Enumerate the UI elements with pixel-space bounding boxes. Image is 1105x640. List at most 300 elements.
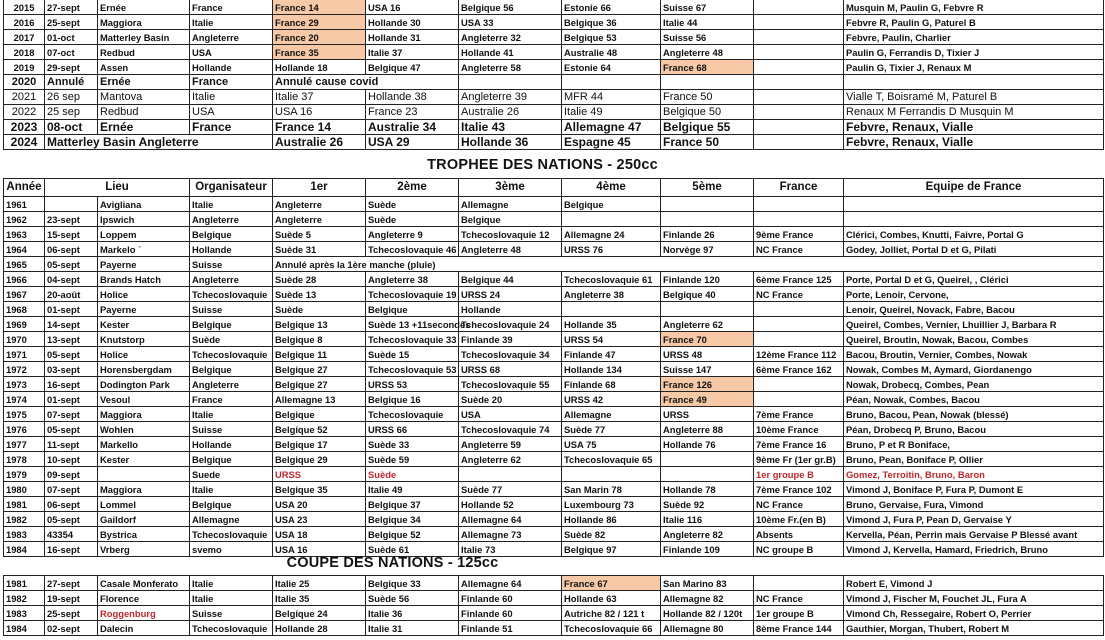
place-1-cell: Belgique 11 [273,347,366,362]
place-4-cell: Belgique 53 [562,30,661,45]
year-cell: 1981 [4,497,45,512]
place-4-cell [562,212,661,227]
place-3-cell: URSS 24 [459,287,562,302]
organisateur-cell: Belgique [190,317,273,332]
equipe-cell: Bruno, P et R Boniface, [844,437,1104,452]
place-3-cell: Italie 73 [459,542,562,557]
place-4-cell: Tchecoslovaquie 65 [562,452,661,467]
table-250cc [3,178,1104,557]
table-row [4,437,1104,452]
place-3-cell [459,467,562,482]
place-3-cell: Belgique [459,212,562,227]
lieu-cell: Kester [98,452,190,467]
lieu-cell: Maggiora [98,407,190,422]
place-2-cell: Suède 13 +11secondes [366,317,459,332]
table-2015-2024 [3,0,1104,150]
equipe-cell: Vimond J, Boniface P, Fura P, Dumont E [844,482,1104,497]
france-cell [754,0,844,15]
place-1-cell: USA 18 [273,527,366,542]
place-2-cell: Italie 49 [366,482,459,497]
equipe-cell: Febvre R, Paulin G, Paturel B [844,15,1104,30]
date-cell: 07-sept [45,482,98,497]
year-cell: 1963 [4,227,45,242]
year-cell: 1962 [4,212,45,227]
lieu-cell: Holice [98,287,190,302]
place-2-cell: Suède 61 [366,542,459,557]
date-cell: 05-sept [45,422,98,437]
organisateur-cell: Tchecoslovaquie [190,621,273,636]
date-cell: 04-sept [45,272,98,287]
organisateur-cell: Tchecoslovaquie [190,347,273,362]
organisateur-cell: Hollande [190,242,273,257]
table-row [4,105,1104,120]
place-1-cell: Suède 28 [273,272,366,287]
place-2-cell: Belgique 47 [366,60,459,75]
organisateur-cell: Suisse [190,302,273,317]
table-row [4,227,1104,242]
place-3-cell: Finlande 51 [459,621,562,636]
lieu-cell: Matterley Basin [98,30,190,45]
place-1-cell: Belgique [273,407,366,422]
header-1er: 1er [273,179,366,197]
date-cell: 43354 [45,527,98,542]
date-cell: 29-sept [45,60,98,75]
equipe-cell: Bruno, Pean, Boniface P, Ollier [844,452,1104,467]
place-3-cell: Hollande 41 [459,45,562,60]
france-cell: 10ème Fr.(en B) [754,512,844,527]
organisateur-cell: France [190,120,273,135]
place-3-cell: Tchecoslovaquie 24 [459,317,562,332]
equipe-cell: Godey, Jolliet, Portal D et G, Pilati [844,242,1104,257]
place-4-cell: Tchecoslovaquie 61 [562,272,661,287]
year-cell: 1983 [4,527,45,542]
place-1-cell: Belgique 27 [273,362,366,377]
equipe-cell: Nowak, Drobecq, Combes, Pean [844,377,1104,392]
year-cell: 1969 [4,317,45,332]
title-125cc: COUPE DES NATIONS - 125cc [286,555,499,571]
year-cell: 1977 [4,437,45,452]
place-1-cell: Hollande 18 [273,60,366,75]
place-2-cell: Tchecoslovaquie 46 [366,242,459,257]
table-row [4,591,1104,606]
france-cell: Absents [754,527,844,542]
organisateur-cell: Italie [190,15,273,30]
place-5-cell: Suisse 147 [661,362,754,377]
date-cell: 08-oct [45,120,98,135]
table-row [4,90,1104,105]
equipe-cell: Porte, Portal D et G, Queirel, , Clérici [844,272,1104,287]
date-cell [45,197,98,212]
date-cell: 25 sep [45,105,98,120]
organisateur-cell: Italie [190,407,273,422]
place-4-cell: Espagne 45 [562,135,661,150]
france-cell: NC France [754,591,844,606]
place-2-cell: Suède 59 [366,452,459,467]
france-cell: NC France [754,287,844,302]
organisateur-cell: Angleterre [190,377,273,392]
place-3-cell: Tchecoslovaquie 12 [459,227,562,242]
year-cell: 1984 [4,621,45,636]
equipe-cell: Gomez, Terroitin, Bruno, Baron [844,467,1104,482]
organisateur-cell: Suisse [190,422,273,437]
equipe-cell: Vimond J, Fura P, Pean D, Gervaise Y [844,512,1104,527]
place-1-cell: Belgique 35 [273,482,366,497]
place-4-cell: Allemagne 47 [562,120,661,135]
place-4-cell: URSS 54 [562,332,661,347]
place-2-cell: Suède 56 [366,591,459,606]
equipe-cell: Péan, Nowak, Combes, Bacou [844,392,1104,407]
table-row [4,272,1104,287]
place-2-cell: Belgique 52 [366,527,459,542]
year-cell: 2023 [4,120,45,135]
place-1-cell: Belgique 24 [273,606,366,621]
place-4-cell: Finlande 47 [562,347,661,362]
header-5eme: 5ème [661,179,754,197]
lieu-cell: Ipswich [98,212,190,227]
place-5-cell [661,212,754,227]
place-5-cell: France 50 [661,135,754,150]
year-cell: 1966 [4,272,45,287]
lieu-cell [98,467,190,482]
place-2-cell: Italie 36 [366,606,459,621]
place-5-cell: Finlande 120 [661,272,754,287]
place-5-cell [661,452,754,467]
place-5-cell: Hollande 78 [661,482,754,497]
lieu-cell: Payerne [98,302,190,317]
place-2-cell: URSS 66 [366,422,459,437]
year-cell: 1975 [4,407,45,422]
table-row [4,377,1104,392]
lieu-cell: Florence [98,591,190,606]
place-3-cell: Angleterre 62 [459,452,562,467]
place-2-cell: France 23 [366,105,459,120]
year-cell: 1976 [4,422,45,437]
date-cell: 16-sept [45,542,98,557]
equipe-cell: Paulin G, Ferrandis D, Tixier J [844,45,1104,60]
place-1-cell: France 29 [273,15,366,30]
table-row [4,75,1104,90]
header-row [4,179,1104,197]
place-5-cell: Hollande 82 / 120t [661,606,754,621]
organisateur-cell: Suisse [190,606,273,621]
table-row [4,60,1104,75]
place-1-cell: Suède 5 [273,227,366,242]
organisateur-cell: Italie [190,90,273,105]
france-cell [754,392,844,407]
organisateur-cell: Tchecoslovaquie [190,287,273,302]
place-2-cell: Tchecoslovaquie 33 [366,332,459,347]
place-4-cell: URSS 42 [562,392,661,407]
date-cell: 07-oct [45,45,98,60]
organisateur-cell: USA [190,105,273,120]
france-cell [754,45,844,60]
year-cell: 1982 [4,512,45,527]
france-cell: NC groupe B [754,542,844,557]
place-3-cell: URSS 68 [459,362,562,377]
empty-cell [459,75,562,90]
lieu-cell: Avigliana [98,197,190,212]
date-cell: 11-sept [45,437,98,452]
place-3-cell: Tchecoslovaquie 55 [459,377,562,392]
lieu-cell: Maggiora [98,482,190,497]
header-3eme: 3ème [459,179,562,197]
place-1-cell: Belgique 27 [273,377,366,392]
france-cell [754,135,844,150]
year-cell: 2020 [4,75,45,90]
place-4-cell: Allemagne [562,407,661,422]
place-4-cell [562,302,661,317]
place-4-cell: Angleterre 38 [562,287,661,302]
table-row [4,576,1104,591]
place-1-cell: Hollande 28 [273,621,366,636]
place-2-cell: Belgique [366,302,459,317]
year-cell: 2015 [4,0,45,15]
place-4-cell: Belgique 36 [562,15,661,30]
table-row [4,512,1104,527]
organisateur-cell: Belgique [190,497,273,512]
year-cell: 2016 [4,15,45,30]
table-row [4,0,1104,15]
organisateur-cell: Suede [190,467,273,482]
place-5-cell: Allemagne 80 [661,621,754,636]
lieu-cell: Assen [98,60,190,75]
place-5-cell: Norvège 97 [661,242,754,257]
place-3-cell: Allemagne [459,197,562,212]
place-5-cell: Italie 44 [661,15,754,30]
date-cell: 05-sept [45,512,98,527]
year-cell: 2017 [4,30,45,45]
table-row [4,242,1104,257]
lieu-cell: Redbud [98,45,190,60]
place-1-cell: Allemagne 13 [273,392,366,407]
place-3-cell: Suède 77 [459,482,562,497]
date-cell: 05-sept [45,347,98,362]
date-cell: 19-sept [45,591,98,606]
organisateur-cell: Allemagne [190,512,273,527]
lieu-cell: Lommel [98,497,190,512]
equipe-cell [844,197,1104,212]
france-cell [754,90,844,105]
lieu-cell: Redbud [98,105,190,120]
place-4-cell: France 67 [562,576,661,591]
place-4-cell: Tchecoslovaquie 66 [562,621,661,636]
place-5-cell: France 50 [661,90,754,105]
annule-cell: Annulé [45,75,98,90]
place-4-cell: Estonie 64 [562,60,661,75]
year-cell: 2018 [4,45,45,60]
lieu-cell: Matterley Basin Angleterre [45,135,273,150]
place-4-cell: Australie 48 [562,45,661,60]
equipe-cell: Renaux M Ferrandis D Musquin M [844,105,1104,120]
equipe-cell: Bruno, Bacou, Pean, Nowak (blessé) [844,407,1104,422]
organisateur-cell: USA [190,45,273,60]
table-row [4,135,1104,150]
lieu-cell: Casale Monferato [98,576,190,591]
equipe-cell: Queirel, Broutin, Nowak, Bacou, Combes [844,332,1104,347]
table-row [4,332,1104,347]
title-250cc: TROPHEE DES NATIONS - 250cc [427,157,658,173]
place-1-cell: Belgique 13 [273,317,366,332]
date-cell: 09-sept [45,467,98,482]
place-1-cell: Suède [273,302,366,317]
organisateur-cell: Suède [190,332,273,347]
empty-cell [754,75,844,90]
year-cell: 1978 [4,452,45,467]
place-4-cell: Estonie 66 [562,0,661,15]
lieu-cell: Ernée [98,75,190,90]
organisateur-cell: Italie [190,482,273,497]
lieu-cell: Holice [98,347,190,362]
lieu-cell: Horensbergdam [98,362,190,377]
organisateur-cell: Angleterre [190,212,273,227]
place-2-cell: Suède 33 [366,437,459,452]
place-2-cell: Suède [366,197,459,212]
equipe-cell: Febvre, Paulin, Charlier [844,30,1104,45]
place-2-cell: Tchecoslovaquie 53 [366,362,459,377]
table-row [4,621,1104,636]
place-2-cell: Australie 34 [366,120,459,135]
place-5-cell: Suisse 67 [661,0,754,15]
place-5-cell: France 49 [661,392,754,407]
france-cell [754,302,844,317]
date-cell: 20-août [45,287,98,302]
place-5-cell [661,197,754,212]
france-cell: 6ème France 162 [754,362,844,377]
place-1-cell: Angleterre [273,197,366,212]
table-row [4,392,1104,407]
place-4-cell: San Marin 78 [562,482,661,497]
place-3-cell: Hollande [459,302,562,317]
organisateur-cell: Italie [190,197,273,212]
place-3-cell: Belgique 56 [459,0,562,15]
organisateur-cell: Hollande [190,60,273,75]
year-cell: 1971 [4,347,45,362]
place-3-cell: Finlande 60 [459,591,562,606]
table-row [4,407,1104,422]
lieu-cell: Mantova [98,90,190,105]
year-cell: 2024 [4,135,45,150]
equipe-cell: Porte, Lenoir, Cervone, [844,287,1104,302]
place-2-cell: Angleterre 9 [366,227,459,242]
equipe-cell: Bruno, Gervaise, Fura, Vimond [844,497,1104,512]
france-cell [754,332,844,347]
date-cell: 02-sept [45,621,98,636]
france-cell: 8ème France 144 [754,621,844,636]
table-row [4,257,1104,272]
place-4-cell: Italie 49 [562,105,661,120]
france-cell: 12ème France 112 [754,347,844,362]
organisateur-cell: Tchecoslovaquie [190,527,273,542]
year-cell: 1967 [4,287,45,302]
header-equipe: Equipe de France [844,179,1104,197]
place-3-cell: Tchecoslovaquie 34 [459,347,562,362]
place-5-cell: Angleterre 62 [661,317,754,332]
lieu-cell: Vesoul [98,392,190,407]
place-2-cell: Suède [366,212,459,227]
year-cell: 1973 [4,377,45,392]
empty-cell [844,75,1104,90]
year-cell: 1983 [4,606,45,621]
table-row [4,15,1104,30]
place-4-cell: Finlande 68 [562,377,661,392]
place-1-cell: Belgique 52 [273,422,366,437]
france-cell [754,30,844,45]
france-cell: 7ème France [754,407,844,422]
place-3-cell: Angleterre 59 [459,437,562,452]
equipe-cell: Febvre, Renaux, Vialle [844,135,1104,150]
place-5-cell: France 68 [661,60,754,75]
table-row [4,287,1104,302]
organisateur-cell: Italie [190,591,273,606]
table-row [4,482,1104,497]
place-5-cell: URSS 48 [661,347,754,362]
empty-cell [661,75,754,90]
header-france: France [754,179,844,197]
place-5-cell: Hollande 76 [661,437,754,452]
year-cell: 1981 [4,576,45,591]
place-5-cell: France 126 [661,377,754,392]
place-5-cell: Finlande 26 [661,227,754,242]
organisateur-cell: Hollande [190,437,273,452]
date-cell: 01-sept [45,302,98,317]
date-cell: 27-sept [45,0,98,15]
place-5-cell: Angleterre 82 [661,527,754,542]
year-cell: 1980 [4,482,45,497]
place-3-cell: Angleterre 39 [459,90,562,105]
place-4-cell: MFR 44 [562,90,661,105]
organisateur-cell: Belgique [190,362,273,377]
place-1-cell: Belgique 29 [273,452,366,467]
place-2-cell: Belgique 16 [366,392,459,407]
place-3-cell: Hollande 36 [459,135,562,150]
organisateur-cell: Angleterre [190,272,273,287]
place-4-cell: Belgique 97 [562,542,661,557]
date-cell: 06-sept [45,497,98,512]
place-3-cell: Finlande 39 [459,332,562,347]
place-2-cell: Hollande 31 [366,30,459,45]
lieu-cell: Vrberg [98,542,190,557]
header-2eme: 2ème [366,179,459,197]
place-2-cell: Belgique 37 [366,497,459,512]
organisateur-cell: Suisse [190,257,273,272]
date-cell: 23-sept [45,212,98,227]
france-cell [754,197,844,212]
france-cell: 7ème France 102 [754,482,844,497]
france-cell: NC France [754,497,844,512]
table-row [4,347,1104,362]
organisateur-cell: France [190,392,273,407]
place-3-cell: USA 33 [459,15,562,30]
table-row [4,497,1104,512]
place-1-cell: URSS [273,467,366,482]
organisateur-cell: Angleterre [190,30,273,45]
place-3-cell: Allemagne 73 [459,527,562,542]
year-cell: 1965 [4,257,45,272]
table-row [4,606,1104,621]
equipe-cell: Vimond J, Fischer M, Fouchet JL, Fura A [844,591,1104,606]
equipe-cell: Musquin M, Paulin G, Febvre R [844,0,1104,15]
year-cell: 1984 [4,542,45,557]
france-cell: 7ème France 16 [754,437,844,452]
france-cell [754,105,844,120]
equipe-cell: Robert E, Vimond J [844,576,1104,591]
place-1-cell: Italie 35 [273,591,366,606]
date-cell: 26 sep [45,90,98,105]
place-5-cell: Italie 116 [661,512,754,527]
place-3-cell: Finlande 60 [459,606,562,621]
place-2-cell: Belgique 34 [366,512,459,527]
place-1-cell: USA 16 [273,542,366,557]
